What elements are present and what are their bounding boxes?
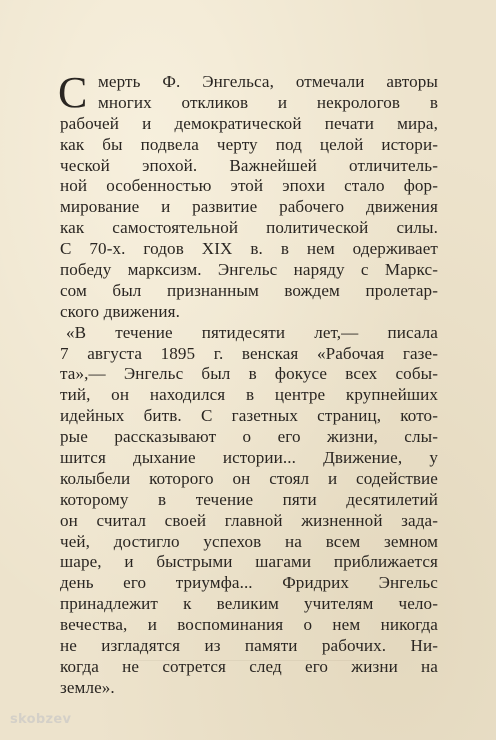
text-line: шится дыхание истории... Движение, у (60, 448, 438, 468)
text-line: идейных битв. С газетных страниц, кото- (60, 406, 438, 426)
text-line: как самостоятельной политической силы. (60, 218, 438, 238)
bleed-through-line (130, 660, 370, 681)
text-line: С 70-х. годов XIX в. в нем одерживает (60, 239, 438, 259)
text-line: он считал своей главной жизненной зада- (60, 510, 438, 530)
text-line: вечества, и воспоминания о нем никогда (60, 615, 438, 635)
text-line: ского движения. (60, 301, 180, 321)
drop-cap: С (58, 68, 88, 117)
text-line: ческой эпохой. Важнейшей отличитель- (60, 155, 438, 175)
text-line: шаре, и быстрыми шагами приближается (60, 552, 438, 572)
text-line: мерть Ф. Энгельса, отмечали авторы (98, 72, 438, 91)
text-line: победу марксизм. Энгельс наряду с Маркс- (60, 260, 438, 280)
text-line: чей, достигло успехов на всем земном (60, 531, 438, 551)
text-line: многих откликов и некрологов в (98, 92, 438, 112)
text-line: принадлежит к великим учителям чело- (60, 594, 438, 614)
text-line: рабочей и демократической печати мира, (60, 113, 438, 133)
text-line: колыбели которого он стоял и содействие (60, 468, 438, 488)
text-line: земле». (60, 677, 115, 697)
text-line: день его триумфа... Фридрих Энгельс (60, 573, 438, 593)
text-line: рые рассказывают о его жизни, слы- (60, 427, 438, 447)
article-text (58, 68, 438, 699)
watermark: skobzev (10, 712, 72, 727)
text-line: та»,— Энгельс был в фокусе всех собы- (60, 364, 438, 384)
text-line: «В течение пятидесяти лет,— писала (66, 322, 438, 342)
text-line: как бы подвела черту под целой истори- (60, 134, 438, 154)
text-line: мирование и развитие рабочего движения (60, 197, 438, 217)
text-line: когда не сотрется след его жизни на (60, 656, 438, 676)
text-line: тий, он находился в центре крупнейших (60, 385, 438, 405)
text-line: не изгладятся из памяти рабочих. Ни- (60, 636, 438, 656)
text-line: ной особенностью этой эпохи стало фор- (60, 176, 438, 196)
text-line: которому в течение пяти десятилетий (60, 489, 438, 509)
text-line: сом был признанным вождем пролетар- (60, 280, 438, 300)
text-line: 7 августа 1895 г. венская «Рабочая газе- (60, 343, 438, 363)
